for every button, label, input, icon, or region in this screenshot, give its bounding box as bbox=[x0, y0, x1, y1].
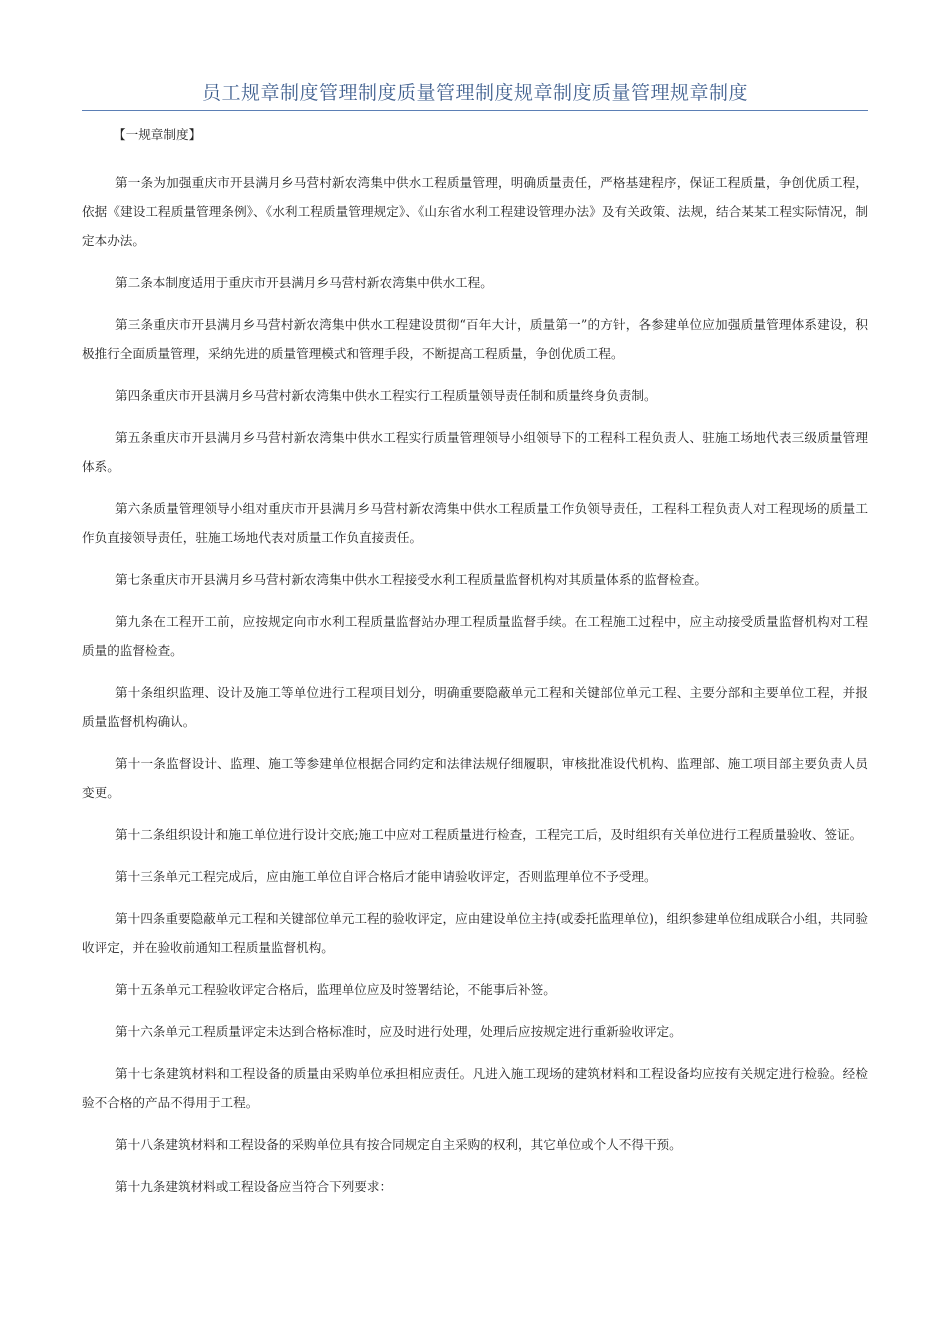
document-header bbox=[82, 80, 868, 111]
article-16: 第十六条单元工程质量评定未达到合格标准时，应及时进行处理，处理后应按规定进行重新验收评定。 bbox=[115, 1024, 682, 1039]
article-4: 第四条重庆市开县满月乡马营村新农湾集中供水工程实行工程质量领导责任制和质量终身负责制。 bbox=[115, 388, 657, 403]
article-19: 第十九条建筑材料或工程设备应当符合下列要求： bbox=[115, 1179, 393, 1194]
article-13: 第十三条单元工程完成后，应由施工单位自评合格后才能申请验收评定，否则监理单位不予受理。 bbox=[115, 869, 657, 884]
article-5: 第五条重庆市开县满月乡马营村新农湾集中供水工程实行质量管理领导小组领导下的工程科工程负责人、驻施工场地代表三级质量管理体系。 bbox=[82, 430, 868, 474]
article-10: 第十条组织监理、设计及施工等单位进行工程项目划分，明确重要隐蔽单元工程和关键部位单元工程、主要分部和主要单位工程，并报质量监督机构确认。 bbox=[82, 685, 868, 729]
document-title: 员工规章制度管理制度质量管理制度规章制度质量管理规章制度 bbox=[201, 82, 748, 104]
article-17: 第十七条建筑材料和工程设备的质量由采购单位承担相应责任。凡进入施工现场的建筑材料和工程设备均应按有关规定进行检验。经检验不合格的产品不得用于工程。 bbox=[82, 1066, 868, 1110]
article-7: 第七条重庆市开县满月乡马营村新农湾集中供水工程接受水利工程质量监督机构对其质量体系的监督检查。 bbox=[115, 572, 707, 587]
document-body bbox=[82, 120, 868, 1214]
article-6: 第六条质量管理领导小组对重庆市开县满月乡马营村新农湾集中供水工程质量工作负领导责任，工程科工程负责人对工程现场的质量工作负直接领导责任，驻施工场地代表对质量工作负直接责任。 bbox=[82, 501, 868, 545]
article-1: 第一条为加强重庆市开县满月乡马营村新农湾集中供水工程质量管理，明确质量责任，严格基建程序，保证工程质量，争创优质工程，依据《建设工程质量管理条例》、《水利工程质量管理规定》、《山东省水利工程建设管理办法》及有关政策、法规，结合某某工程实际情况，制定本办法。 bbox=[82, 175, 868, 248]
article-11: 第十一条监督设计、监理、施工等参建单位根据合同约定和法律法规仔细履职，审核批准设代机构、监理部、施工项目部主要负责人员变更。 bbox=[82, 756, 868, 800]
article-3: 第三条重庆市开县满月乡马营村新农湾集中供水工程建设贯彻“百年大计，质量第一”的方针，各参建单位应加强质量管理体系建设，积极推行全面质量管理，采纳先进的质量管理模式和管理手段，不断提高工程质量，争创优质工程。 bbox=[82, 317, 868, 361]
article-15: 第十五条单元工程验收评定合格后，监理单位应及时签署结论，不能事后补签。 bbox=[115, 982, 556, 997]
article-12: 第十二条组织设计和施工单位进行设计交底;施工中应对工程质量进行检查，工程完工后，及时组织有关单位进行工程质量验收、签证。 bbox=[115, 827, 863, 842]
article-18: 第十八条建筑材料和工程设备的采购单位具有按合同规定自主采购的权利，其它单位或个人不得干预。 bbox=[115, 1137, 682, 1152]
section-label: 【一规章制度】 bbox=[113, 127, 202, 142]
article-9: 第九条在工程开工前，应按规定向市水利工程质量监督站办理工程质量监督手续。在工程施工过程中，应主动接受质量监督机构对工程质量的监督检查。 bbox=[82, 614, 868, 658]
article-2: 第二条本制度适用于重庆市开县满月乡马营村新农湾集中供水工程。 bbox=[115, 275, 493, 290]
article-14: 第十四条重要隐蔽单元工程和关键部位单元工程的验收评定，应由建设单位主持(或委托监理单位)，组织参建单位组成联合小组，共同验收评定，并在验收前通知工程质量监督机构。 bbox=[82, 911, 868, 955]
